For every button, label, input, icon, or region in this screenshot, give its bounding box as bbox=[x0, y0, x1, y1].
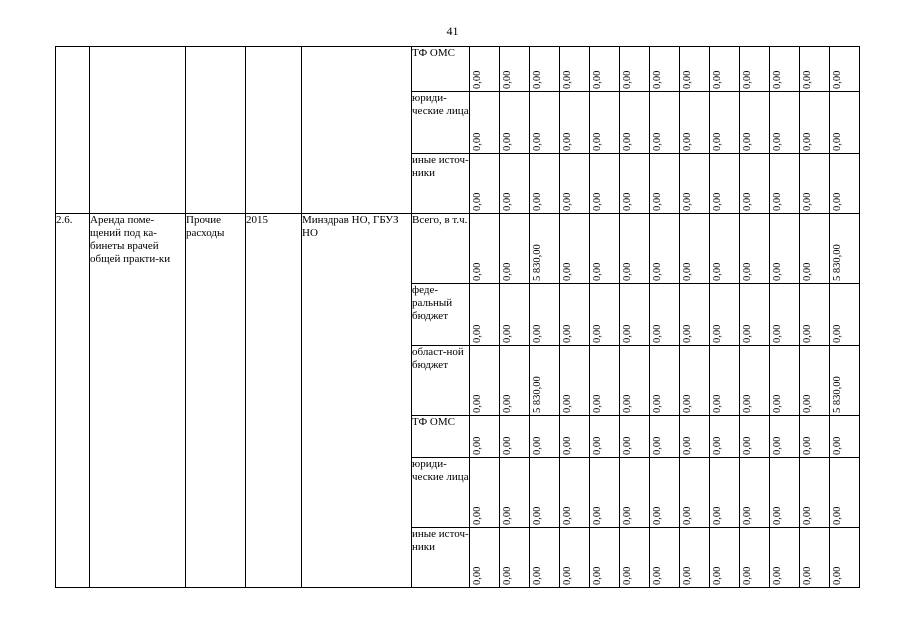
value-text: 0,00 bbox=[592, 324, 603, 343]
value-text: 5 830,00 bbox=[532, 376, 543, 413]
executor-cell: Минздрав НО, ГБУЗ НО bbox=[302, 214, 412, 588]
value-text: 0,00 bbox=[622, 262, 633, 281]
year-cell bbox=[246, 47, 302, 214]
value-text: 0,00 bbox=[742, 132, 753, 151]
value-text: 0,00 bbox=[622, 394, 633, 413]
value-cell bbox=[560, 458, 590, 528]
name-cell bbox=[90, 47, 186, 214]
value-text: 0,00 bbox=[772, 70, 783, 89]
value-text: 0,00 bbox=[802, 262, 813, 281]
value-cell bbox=[500, 284, 530, 346]
value-cell bbox=[800, 47, 830, 92]
value-text: 0,00 bbox=[652, 436, 663, 455]
value-cell bbox=[680, 416, 710, 458]
value-cell bbox=[500, 416, 530, 458]
value-cell bbox=[740, 154, 770, 214]
value-cell bbox=[680, 214, 710, 284]
value-cell bbox=[560, 154, 590, 214]
value-text: 0,00 bbox=[592, 192, 603, 211]
value-cell bbox=[530, 214, 560, 284]
value-text: 0,00 bbox=[472, 324, 483, 343]
value-cell bbox=[770, 528, 800, 588]
value-text: 0,00 bbox=[622, 566, 633, 585]
value-text: 0,00 bbox=[502, 192, 513, 211]
value-cell bbox=[470, 284, 500, 346]
value-text: 0,00 bbox=[622, 192, 633, 211]
value-text: 0,00 bbox=[472, 566, 483, 585]
value-cell bbox=[590, 214, 620, 284]
value-cell bbox=[530, 528, 560, 588]
value-text: 0,00 bbox=[562, 394, 573, 413]
value-text: 0,00 bbox=[532, 70, 543, 89]
value-text: 0,00 bbox=[502, 506, 513, 525]
value-cell bbox=[530, 154, 560, 214]
value-text: 0,00 bbox=[652, 262, 663, 281]
value-cell bbox=[830, 92, 860, 154]
value-cell bbox=[620, 416, 650, 458]
value-cell bbox=[560, 214, 590, 284]
value-text: 0,00 bbox=[682, 70, 693, 89]
value-cell bbox=[770, 154, 800, 214]
budget-table bbox=[55, 46, 860, 588]
value-text: 0,00 bbox=[802, 324, 813, 343]
value-cell bbox=[620, 458, 650, 528]
value-text: 0,00 bbox=[532, 192, 543, 211]
value-cell bbox=[680, 346, 710, 416]
expense-type-cell bbox=[186, 47, 246, 214]
value-cell bbox=[680, 528, 710, 588]
value-text: 0,00 bbox=[562, 132, 573, 151]
value-cell bbox=[530, 47, 560, 92]
funding-source-cell: иные источ-ники bbox=[412, 154, 470, 214]
value-cell bbox=[800, 284, 830, 346]
value-cell bbox=[680, 458, 710, 528]
value-text: 0,00 bbox=[712, 566, 723, 585]
value-text: 0,00 bbox=[562, 262, 573, 281]
number-cell bbox=[56, 47, 90, 214]
funding-source-cell: Всего, в т.ч. bbox=[412, 214, 470, 284]
value-cell bbox=[500, 528, 530, 588]
value-text: 0,00 bbox=[532, 324, 543, 343]
value-cell bbox=[530, 92, 560, 154]
value-cell bbox=[590, 47, 620, 92]
value-text: 0,00 bbox=[832, 132, 843, 151]
value-text: 0,00 bbox=[502, 70, 513, 89]
funding-source-cell: ТФ ОМС bbox=[412, 47, 470, 92]
value-text: 0,00 bbox=[712, 506, 723, 525]
value-text: 0,00 bbox=[502, 132, 513, 151]
value-text: 0,00 bbox=[502, 262, 513, 281]
value-cell bbox=[650, 458, 680, 528]
value-cell bbox=[560, 416, 590, 458]
value-cell bbox=[830, 416, 860, 458]
value-cell bbox=[620, 47, 650, 92]
value-cell bbox=[620, 214, 650, 284]
page-number: 41 bbox=[446, 24, 459, 38]
value-text: 0,00 bbox=[802, 394, 813, 413]
value-cell bbox=[470, 416, 500, 458]
value-cell bbox=[680, 284, 710, 346]
value-text: 0,00 bbox=[742, 262, 753, 281]
value-text: 0,00 bbox=[682, 262, 693, 281]
item-number-cell: 2.6. bbox=[56, 214, 90, 588]
value-text: 0,00 bbox=[562, 324, 573, 343]
value-text: 0,00 bbox=[592, 70, 603, 89]
value-cell bbox=[590, 284, 620, 346]
value-cell bbox=[830, 284, 860, 346]
value-text: 0,00 bbox=[652, 192, 663, 211]
item-name-cell: Аренда поме-щений под ка-бинеты врачей общей практи-ки bbox=[90, 214, 186, 588]
value-text: 0,00 bbox=[802, 436, 813, 455]
value-text: 0,00 bbox=[832, 324, 843, 343]
value-text: 0,00 bbox=[652, 506, 663, 525]
value-cell bbox=[830, 346, 860, 416]
value-cell bbox=[740, 346, 770, 416]
value-text: 0,00 bbox=[622, 324, 633, 343]
value-cell bbox=[710, 47, 740, 92]
value-text: 0,00 bbox=[592, 506, 603, 525]
value-cell bbox=[650, 214, 680, 284]
value-cell bbox=[650, 528, 680, 588]
value-cell bbox=[680, 92, 710, 154]
value-text: 0,00 bbox=[562, 192, 573, 211]
value-text: 0,00 bbox=[622, 132, 633, 151]
value-text: 0,00 bbox=[472, 436, 483, 455]
value-text: 0,00 bbox=[712, 192, 723, 211]
value-text: 0,00 bbox=[532, 566, 543, 585]
value-text: 0,00 bbox=[802, 192, 813, 211]
value-cell bbox=[560, 528, 590, 588]
funding-source-cell: ТФ ОМС bbox=[412, 416, 470, 458]
value-cell bbox=[770, 458, 800, 528]
value-cell bbox=[830, 154, 860, 214]
value-cell bbox=[800, 346, 830, 416]
value-cell bbox=[800, 416, 830, 458]
value-text: 0,00 bbox=[652, 566, 663, 585]
value-cell bbox=[770, 284, 800, 346]
value-cell bbox=[770, 92, 800, 154]
value-cell bbox=[800, 154, 830, 214]
value-text: 0,00 bbox=[802, 70, 813, 89]
value-cell bbox=[590, 346, 620, 416]
value-text: 0,00 bbox=[772, 436, 783, 455]
value-cell bbox=[710, 458, 740, 528]
value-cell bbox=[500, 346, 530, 416]
value-text: 0,00 bbox=[772, 506, 783, 525]
value-cell bbox=[590, 458, 620, 528]
value-cell bbox=[470, 458, 500, 528]
value-cell bbox=[500, 154, 530, 214]
value-text: 0,00 bbox=[772, 192, 783, 211]
value-cell bbox=[560, 284, 590, 346]
funding-source-cell: юриди-ческие лица bbox=[412, 92, 470, 154]
value-cell bbox=[650, 154, 680, 214]
value-cell bbox=[470, 92, 500, 154]
value-cell bbox=[500, 47, 530, 92]
value-text: 0,00 bbox=[772, 394, 783, 413]
value-text: 0,00 bbox=[652, 394, 663, 413]
value-cell bbox=[740, 528, 770, 588]
value-cell bbox=[590, 92, 620, 154]
executor-cell bbox=[302, 47, 412, 214]
value-text: 0,00 bbox=[772, 132, 783, 151]
value-cell bbox=[590, 416, 620, 458]
value-text: 0,00 bbox=[652, 70, 663, 89]
value-text: 0,00 bbox=[652, 132, 663, 151]
value-text: 0,00 bbox=[832, 192, 843, 211]
value-text: 0,00 bbox=[742, 436, 753, 455]
value-cell bbox=[770, 214, 800, 284]
value-cell bbox=[590, 528, 620, 588]
value-text: 0,00 bbox=[682, 566, 693, 585]
value-cell bbox=[560, 92, 590, 154]
value-text: 0,00 bbox=[472, 132, 483, 151]
value-cell bbox=[680, 47, 710, 92]
value-text: 0,00 bbox=[832, 436, 843, 455]
value-text: 0,00 bbox=[712, 262, 723, 281]
value-text: 0,00 bbox=[532, 436, 543, 455]
value-text: 0,00 bbox=[712, 436, 723, 455]
value-cell bbox=[650, 416, 680, 458]
value-text: 0,00 bbox=[682, 132, 693, 151]
value-cell bbox=[470, 528, 500, 588]
value-text: 0,00 bbox=[802, 132, 813, 151]
value-cell bbox=[650, 346, 680, 416]
value-cell bbox=[470, 47, 500, 92]
value-text: 0,00 bbox=[832, 566, 843, 585]
value-cell bbox=[650, 284, 680, 346]
value-text: 0,00 bbox=[622, 506, 633, 525]
year-cell: 2015 bbox=[246, 214, 302, 588]
value-text: 0,00 bbox=[682, 436, 693, 455]
expense-type-cell: Прочие расходы bbox=[186, 214, 246, 588]
value-cell bbox=[770, 47, 800, 92]
funding-source-cell: юриди-ческие лица bbox=[412, 458, 470, 528]
value-text: 0,00 bbox=[502, 324, 513, 343]
value-cell bbox=[830, 47, 860, 92]
value-cell bbox=[470, 214, 500, 284]
value-cell bbox=[620, 92, 650, 154]
value-text: 0,00 bbox=[712, 394, 723, 413]
value-cell bbox=[620, 528, 650, 588]
value-cell bbox=[740, 92, 770, 154]
value-text: 0,00 bbox=[592, 132, 603, 151]
value-text: 0,00 bbox=[712, 132, 723, 151]
value-cell bbox=[830, 214, 860, 284]
value-cell bbox=[740, 458, 770, 528]
value-cell bbox=[800, 214, 830, 284]
value-cell bbox=[800, 528, 830, 588]
value-cell bbox=[530, 416, 560, 458]
value-text: 0,00 bbox=[682, 192, 693, 211]
value-cell bbox=[710, 528, 740, 588]
value-text: 0,00 bbox=[742, 70, 753, 89]
value-text: 0,00 bbox=[802, 566, 813, 585]
value-cell bbox=[590, 154, 620, 214]
value-text: 0,00 bbox=[562, 566, 573, 585]
value-cell bbox=[800, 458, 830, 528]
value-cell bbox=[560, 47, 590, 92]
value-text: 0,00 bbox=[532, 506, 543, 525]
value-cell bbox=[710, 154, 740, 214]
funding-source-cell: иные источ-ники bbox=[412, 528, 470, 588]
value-text: 0,00 bbox=[682, 506, 693, 525]
value-cell bbox=[650, 47, 680, 92]
value-text: 0,00 bbox=[592, 262, 603, 281]
value-text: 0,00 bbox=[712, 70, 723, 89]
value-text: 0,00 bbox=[472, 394, 483, 413]
value-text: 0,00 bbox=[592, 566, 603, 585]
value-cell bbox=[620, 284, 650, 346]
value-text: 0,00 bbox=[742, 566, 753, 585]
value-cell bbox=[710, 92, 740, 154]
value-text: 5 830,00 bbox=[832, 376, 843, 413]
value-text: 5 830,00 bbox=[532, 244, 543, 281]
value-text: 0,00 bbox=[472, 192, 483, 211]
value-cell bbox=[740, 284, 770, 346]
value-cell bbox=[470, 346, 500, 416]
value-cell bbox=[650, 92, 680, 154]
table-row bbox=[56, 47, 860, 92]
value-cell bbox=[710, 284, 740, 346]
value-text: 0,00 bbox=[742, 506, 753, 525]
value-cell bbox=[830, 458, 860, 528]
value-text: 0,00 bbox=[592, 436, 603, 455]
table-row bbox=[56, 214, 860, 284]
value-text: 0,00 bbox=[562, 70, 573, 89]
value-cell bbox=[620, 154, 650, 214]
value-cell bbox=[770, 416, 800, 458]
value-text: 0,00 bbox=[772, 262, 783, 281]
value-cell bbox=[500, 458, 530, 528]
value-text: 0,00 bbox=[802, 506, 813, 525]
funding-source-cell: област-ной бюджет bbox=[412, 346, 470, 416]
value-cell bbox=[680, 154, 710, 214]
value-text: 0,00 bbox=[562, 506, 573, 525]
value-text: 0,00 bbox=[772, 324, 783, 343]
value-cell bbox=[710, 346, 740, 416]
value-cell bbox=[530, 346, 560, 416]
value-cell bbox=[770, 346, 800, 416]
value-cell bbox=[530, 284, 560, 346]
value-cell bbox=[710, 214, 740, 284]
value-text: 0,00 bbox=[502, 566, 513, 585]
value-text: 0,00 bbox=[622, 436, 633, 455]
value-text: 0,00 bbox=[742, 192, 753, 211]
funding-source-cell: феде-ральный бюджет bbox=[412, 284, 470, 346]
value-cell bbox=[710, 416, 740, 458]
value-cell bbox=[530, 458, 560, 528]
value-text: 0,00 bbox=[832, 70, 843, 89]
value-text: 5 830,00 bbox=[832, 244, 843, 281]
value-text: 0,00 bbox=[532, 132, 543, 151]
value-text: 0,00 bbox=[472, 506, 483, 525]
value-cell bbox=[740, 47, 770, 92]
value-text: 0,00 bbox=[772, 566, 783, 585]
value-text: 0,00 bbox=[712, 324, 723, 343]
value-text: 0,00 bbox=[472, 262, 483, 281]
value-text: 0,00 bbox=[682, 324, 693, 343]
value-text: 0,00 bbox=[742, 324, 753, 343]
value-cell bbox=[470, 154, 500, 214]
value-cell bbox=[740, 214, 770, 284]
value-text: 0,00 bbox=[472, 70, 483, 89]
value-text: 0,00 bbox=[682, 394, 693, 413]
value-cell bbox=[500, 92, 530, 154]
value-cell bbox=[560, 346, 590, 416]
value-cell bbox=[500, 214, 530, 284]
value-text: 0,00 bbox=[742, 394, 753, 413]
value-cell bbox=[800, 92, 830, 154]
value-text: 0,00 bbox=[652, 324, 663, 343]
value-text: 0,00 bbox=[562, 436, 573, 455]
value-text: 0,00 bbox=[622, 70, 633, 89]
value-text: 0,00 bbox=[592, 394, 603, 413]
value-cell bbox=[740, 416, 770, 458]
value-text: 0,00 bbox=[832, 506, 843, 525]
value-cell bbox=[830, 528, 860, 588]
value-text: 0,00 bbox=[502, 436, 513, 455]
value-text: 0,00 bbox=[502, 394, 513, 413]
value-cell bbox=[620, 346, 650, 416]
